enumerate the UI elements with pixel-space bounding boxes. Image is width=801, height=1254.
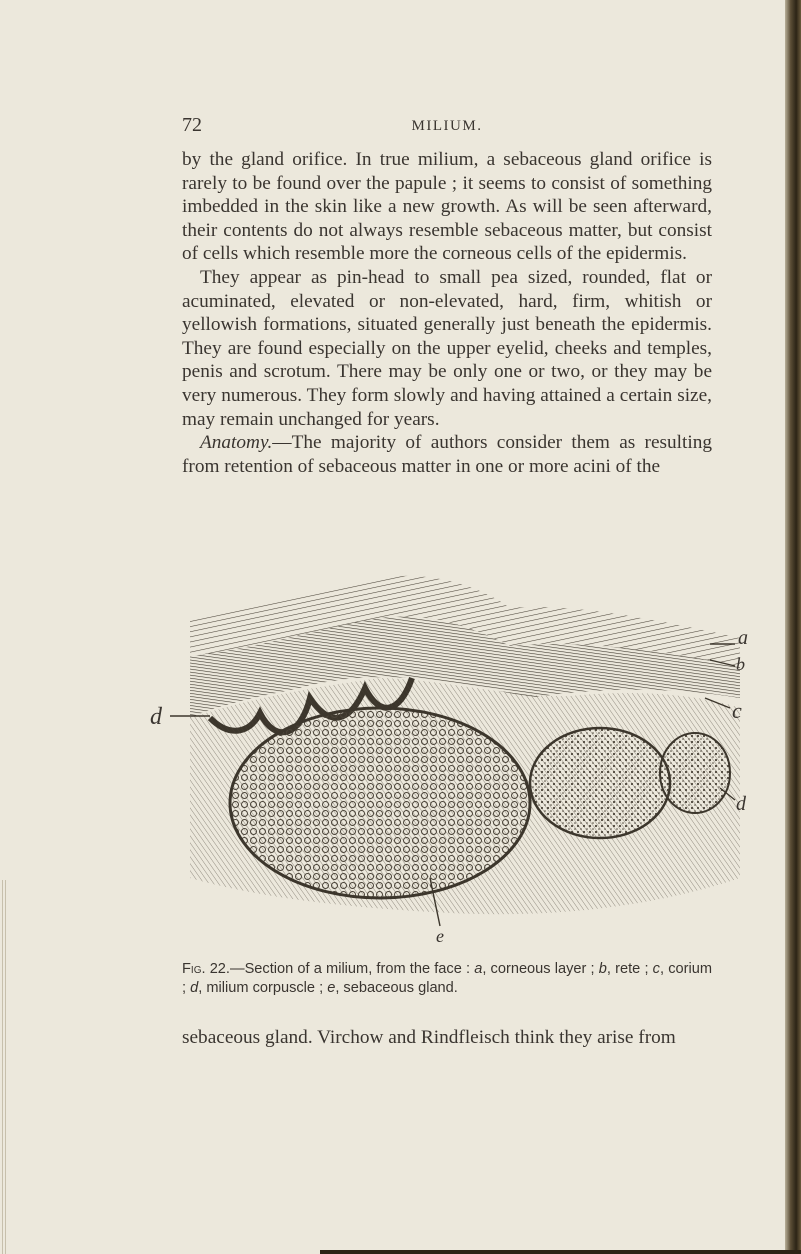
body-text <box>182 148 712 478</box>
continuation-text: sebaceous gland. Virchow and Rindfleisch think they arise from <box>182 1027 676 1048</box>
paragraph-3 <box>182 431 712 478</box>
label-e: e <box>436 926 444 946</box>
page-edge-shadow <box>785 0 801 1254</box>
label-c: c <box>732 698 742 723</box>
page-number: 72 <box>182 114 202 136</box>
figure-number: Fig. 22. <box>182 961 230 977</box>
label-d-right: d <box>736 793 746 815</box>
running-title: MILIUM. <box>411 118 483 134</box>
label-d-left: d <box>150 704 162 730</box>
page-header <box>182 114 712 140</box>
paragraph-3-text: —The majority of authors consider them as resulting from retention of sebaceous matter in one or more acini of the <box>182 432 712 477</box>
label-b: b <box>736 654 745 674</box>
paragraph-2: They appear as pin-head to small pea sized, rounded, flat or acuminated, elevated or non-elevated, hard, firm, whitish or yellowish formations, situated generally just beneath the epidermis. They are found especially on the upper eyelid, cheeks and temples, penis and scrotum. There may be only one or two, or they may be very numerous. They form slowly and having attained a certain size, may remain unchanged for years. <box>182 266 712 430</box>
page-left-margin-lines <box>0 880 8 1254</box>
histology-engraving <box>150 548 750 958</box>
label-a: a <box>738 627 748 649</box>
figure-caption: Fig. 22.—Section of a milium, from the face : a, corneous layer ; b, rete ; c, corium ; d, milium corpuscle ; e, sebaceous gland. <box>182 961 712 996</box>
page-bottom-edge <box>320 1250 801 1254</box>
anatomy-heading: Anatomy. <box>200 432 273 454</box>
figure-milium-section <box>150 548 750 958</box>
paragraph-1: by the gland orifice. In true milium, a sebaceous gland orifice is rarely to be found over the papule ; it seems to consist of something imbedded in the skin like a new growth. As will be seen afterward, their contents do not always resemble sebaceous matter, but consist of cells which resemble more the corneous cells of the epidermis. <box>182 149 712 265</box>
